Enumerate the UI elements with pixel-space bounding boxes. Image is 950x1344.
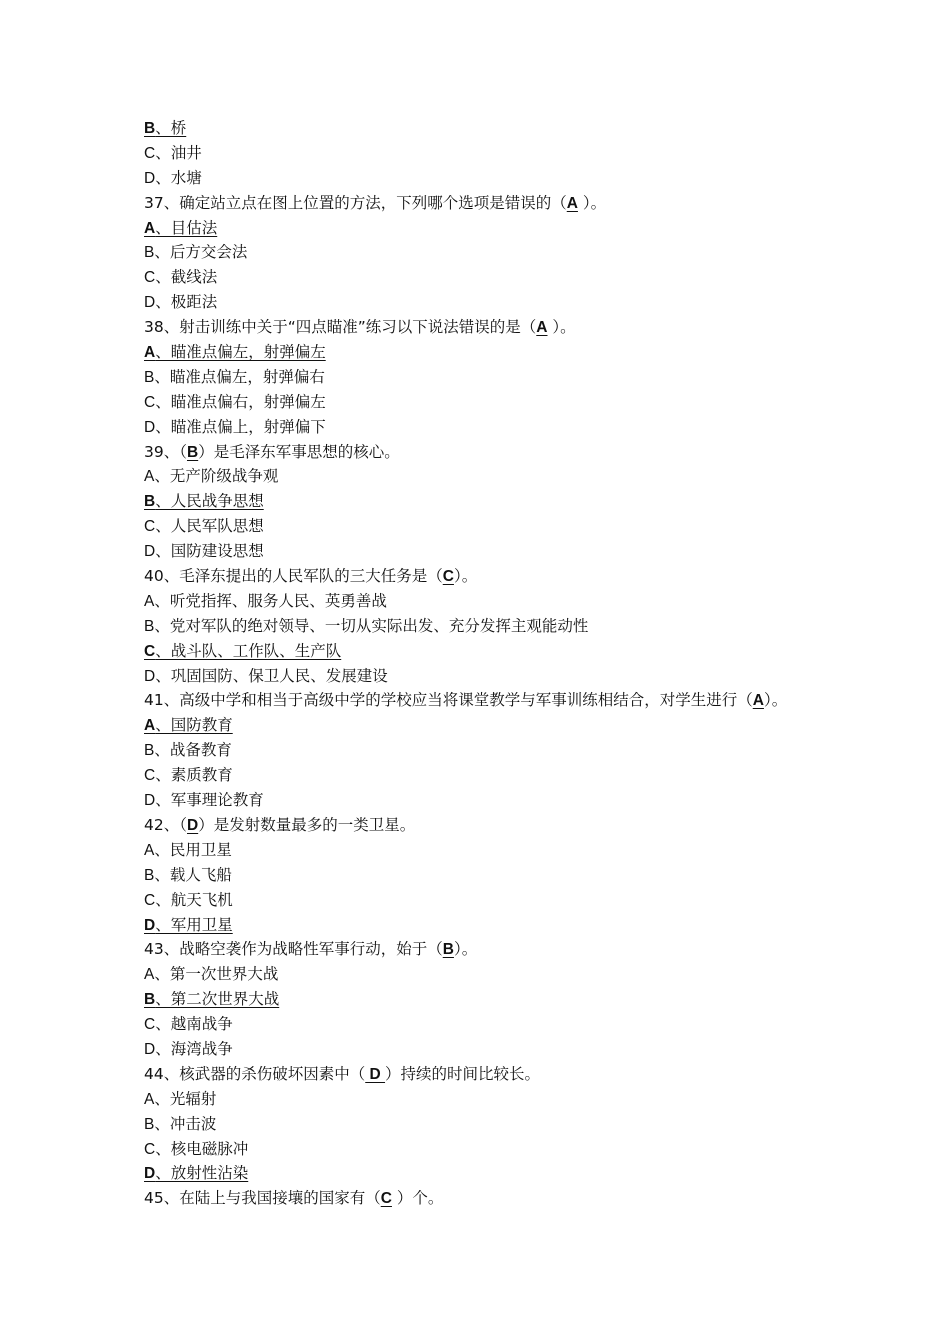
- option-text: 、战斗队、工作队、生产队: [155, 641, 342, 660]
- option-body: [144, 1140, 248, 1158]
- option-letter: D: [144, 667, 156, 685]
- option-body: [144, 716, 233, 734]
- option-text: 、第一次世界大战: [154, 965, 279, 984]
- option-line: [144, 240, 834, 265]
- option-body: [144, 243, 247, 261]
- question-line: [144, 937, 834, 962]
- question-text: 43、战略空袭作为战略性军事行动，始于（: [144, 940, 443, 959]
- option-body: [144, 617, 588, 635]
- option-line: [144, 738, 834, 763]
- question-line: [144, 688, 834, 713]
- question-text-end: ）。: [547, 318, 576, 337]
- option-body: [144, 268, 217, 286]
- option-text: 、油井: [155, 143, 202, 162]
- option-body: [144, 965, 278, 983]
- option-line: [144, 166, 834, 191]
- option-text: 、桥: [155, 119, 187, 137]
- option-line: [144, 1037, 834, 1062]
- option-line: [144, 539, 834, 564]
- option-body: [144, 891, 233, 909]
- answer-key: B: [442, 941, 454, 959]
- answer-key: D: [365, 1065, 386, 1083]
- option-body: [144, 492, 264, 510]
- option-letter: C: [144, 767, 156, 785]
- option-line: [144, 390, 834, 415]
- question-line: [144, 440, 834, 465]
- question-text: 39、（: [144, 442, 187, 461]
- option-line-correct: [144, 116, 834, 141]
- question-line: [144, 564, 834, 589]
- option-letter: D: [144, 169, 156, 187]
- question-line: [144, 1186, 834, 1211]
- option-body: [144, 219, 217, 237]
- option-text: 、国防教育: [155, 716, 233, 735]
- option-text: 、截线法: [155, 268, 218, 287]
- option-body: [144, 119, 186, 137]
- option-letter: A: [144, 966, 155, 984]
- option-letter: A: [144, 468, 155, 486]
- option-body: [144, 741, 232, 759]
- option-body: [144, 766, 233, 784]
- option-text: 、极距法: [155, 293, 218, 312]
- option-body: [144, 1040, 233, 1058]
- option-letter: A: [144, 219, 156, 237]
- option-letter: B: [144, 1115, 155, 1133]
- option-text: 、海湾战争: [155, 1039, 233, 1058]
- option-letter: C: [144, 269, 156, 287]
- question-text: 37、确定站立点在图上位置的方法，下列哪个选项是错误的（: [144, 193, 567, 212]
- option-text: 、人民军队思想: [155, 517, 264, 536]
- option-letter: B: [144, 617, 155, 635]
- option-text: 、军事理论教育: [155, 791, 264, 810]
- option-body: [144, 517, 264, 535]
- option-line: [144, 141, 834, 166]
- option-line-correct: [144, 216, 834, 241]
- option-letter: A: [144, 344, 156, 362]
- option-body: [144, 592, 387, 610]
- option-body: [144, 467, 278, 485]
- option-text: 、人民战争思想: [155, 492, 264, 511]
- option-line: [144, 838, 834, 863]
- option-letter: B: [144, 244, 155, 262]
- option-line: [144, 290, 834, 315]
- option-line: [144, 589, 834, 614]
- option-letter: D: [144, 1165, 156, 1183]
- option-letter: C: [144, 1016, 156, 1034]
- option-line: [144, 1112, 834, 1137]
- option-line: [144, 415, 834, 440]
- option-line: [144, 1087, 834, 1112]
- option-letter: A: [144, 717, 156, 735]
- option-text: 、瞄准点偏左，射弹偏左: [155, 343, 326, 362]
- option-text: 、巩固国防、保卫人民、发展建设: [155, 666, 388, 685]
- option-line: [144, 888, 834, 913]
- option-body: [144, 418, 326, 436]
- option-letter: C: [144, 393, 156, 411]
- question-text-end: ）是发射数量最多的一类卫星。: [198, 815, 416, 834]
- option-letter: D: [144, 543, 156, 561]
- option-letter: B: [144, 991, 156, 1009]
- option-text: 、核电磁脉冲: [155, 1139, 249, 1158]
- option-letter: B: [144, 493, 156, 511]
- option-line: [144, 514, 834, 539]
- option-body: [144, 1090, 216, 1108]
- option-body: [144, 841, 232, 859]
- option-letter: C: [144, 891, 156, 909]
- question-text-end: ）个。: [391, 1189, 444, 1208]
- option-body: [144, 144, 202, 162]
- option-text: 、党对军队的绝对领导、一切从实际出发、充分发挥主观能动性: [154, 616, 589, 635]
- question-line: [144, 813, 834, 838]
- question-text: 38、射击训练中关于“四点瞄准”练习以下说法错误的是（: [144, 318, 537, 337]
- option-letter: C: [144, 1140, 156, 1158]
- answer-key: B: [186, 443, 199, 461]
- option-body: [144, 393, 326, 411]
- option-letter: B: [144, 120, 156, 137]
- option-body: [144, 169, 202, 187]
- option-line: [144, 1012, 834, 1037]
- option-letter: B: [144, 368, 155, 386]
- option-letter: A: [144, 592, 155, 610]
- question-line: [144, 1062, 834, 1087]
- option-letter: D: [144, 1040, 156, 1058]
- option-text: 、目估法: [155, 218, 218, 237]
- question-list: [144, 116, 834, 1211]
- option-body: [144, 368, 325, 386]
- option-text: 、越南战争: [155, 1015, 233, 1034]
- option-letter: A: [144, 1090, 155, 1108]
- option-text: 、第二次世界大战: [155, 990, 280, 1009]
- option-body: [144, 343, 326, 361]
- question-line: [144, 315, 834, 340]
- question-text: 44、核武器的杀伤破坏因素中（: [144, 1064, 366, 1083]
- option-line: [144, 1137, 834, 1162]
- question-text-end: ）持续的时间比较长。: [385, 1064, 541, 1083]
- option-body: [144, 667, 388, 685]
- option-letter: C: [144, 518, 156, 536]
- option-text: 、民用卫星: [154, 840, 232, 859]
- answer-key: A: [566, 194, 578, 212]
- option-line: [144, 962, 834, 987]
- option-line: [144, 265, 834, 290]
- option-body: [144, 791, 264, 809]
- option-letter: A: [144, 841, 155, 859]
- option-body: [144, 1164, 248, 1182]
- question-text: 45、在陆上与我国接壤的国家有（: [144, 1189, 381, 1208]
- question-line: [144, 191, 834, 216]
- option-letter: D: [144, 418, 156, 436]
- option-body: [144, 866, 232, 884]
- option-letter: C: [144, 144, 156, 162]
- question-text-end: ）。: [577, 193, 607, 212]
- option-text: 、航天飞机: [155, 890, 233, 909]
- answer-key: C: [442, 568, 454, 586]
- option-text: 、素质教育: [155, 766, 233, 785]
- question-text: 40、毛泽东提出的人民军队的三大任务是（: [144, 567, 443, 586]
- answer-key: A: [536, 319, 548, 337]
- option-text: 、听党指挥、服务人民、英勇善战: [154, 591, 387, 610]
- question-text: 42、（: [144, 815, 187, 834]
- option-letter: B: [144, 742, 155, 760]
- answer-key: A: [752, 692, 764, 710]
- option-text: 、载人飞船: [154, 865, 232, 884]
- option-letter: D: [144, 916, 156, 934]
- option-text: 、无产阶级战争观: [154, 467, 279, 486]
- option-body: [144, 293, 217, 311]
- answer-key: C: [380, 1190, 392, 1208]
- option-text: 、瞄准点偏左，射弹偏右: [154, 367, 325, 386]
- option-line-correct: [144, 987, 834, 1012]
- option-letter: C: [144, 642, 156, 660]
- option-letter: D: [144, 792, 156, 810]
- option-line: [144, 788, 834, 813]
- option-line-correct: [144, 340, 834, 365]
- option-line: [144, 863, 834, 888]
- option-line: [144, 464, 834, 489]
- option-letter: D: [144, 294, 156, 312]
- option-body: [144, 1015, 233, 1033]
- option-line-correct: [144, 913, 834, 938]
- question-text-end: ）是毛泽东军事思想的核心。: [198, 442, 400, 461]
- option-body: [144, 642, 341, 660]
- option-letter: B: [144, 866, 155, 884]
- answer-key: D: [186, 816, 199, 834]
- option-text: 、瞄准点偏右，射弹偏左: [155, 392, 326, 411]
- option-text: 、军用卫星: [155, 915, 233, 934]
- option-line: [144, 365, 834, 390]
- option-body: [144, 1115, 216, 1133]
- option-body: [144, 990, 279, 1008]
- option-text: 、战备教育: [154, 741, 232, 760]
- option-text: 、国防建设思想: [155, 542, 264, 561]
- option-line: [144, 664, 834, 689]
- option-line-correct: [144, 713, 834, 738]
- option-text: 、光辐射: [154, 1089, 217, 1108]
- question-text-end: ）。: [453, 940, 478, 959]
- option-line: [144, 763, 834, 788]
- option-text: 、瞄准点偏上，射弹偏下: [155, 417, 326, 436]
- option-body: [144, 542, 264, 560]
- question-text-end: ）。: [453, 567, 478, 586]
- option-text: 、放射性沾染: [155, 1164, 249, 1183]
- option-text: 、冲击波: [154, 1114, 217, 1133]
- question-text-end: ）。: [763, 691, 788, 710]
- option-line-correct: [144, 1161, 834, 1186]
- question-text: 41、高级中学和相当于高级中学的学校应当将课堂教学与军事训练相结合，对学生进行（: [144, 691, 753, 710]
- option-line: [144, 614, 834, 639]
- option-text: 、后方交会法: [154, 243, 248, 262]
- option-line-correct: [144, 639, 834, 664]
- option-line-correct: [144, 489, 834, 514]
- option-text: 、水塘: [155, 168, 202, 187]
- option-body: [144, 916, 233, 934]
